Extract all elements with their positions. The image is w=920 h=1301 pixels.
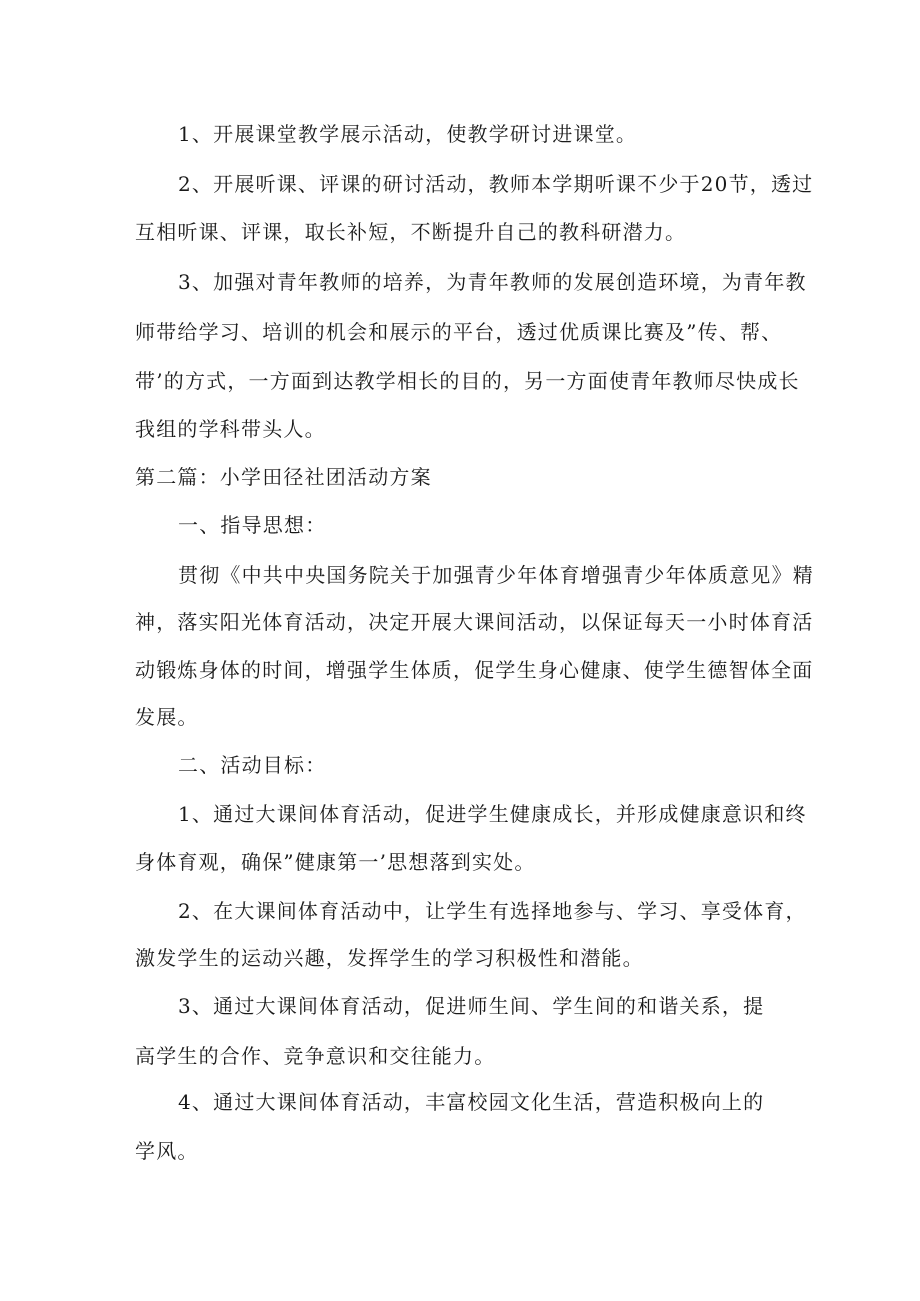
text-line: 师带给学习、培训的机会和展示的平台，透过优质课比赛及”传、帮、: [135, 320, 783, 344]
text-line: 1、开展课堂教学展示活动，使教学研讨进课堂。: [178, 122, 638, 146]
text-line: 激发学生的运动兴趣，发挥学生的学习积极性和潜能。: [135, 946, 644, 970]
text-line: 贯彻《中共中央国务院关于加强青少年体育增强青少年体质意见》精: [178, 563, 814, 587]
text-line: 发展。: [135, 705, 199, 729]
text-line: 身体育观，确保”健康第一’思想落到实处。: [135, 850, 536, 874]
text-line: 互相听课、评课，取长补短，不断提升自己的教科研潜力。: [135, 220, 687, 244]
text-line: 3、通过大课间体育活动，促进师生间、学生间的和谐关系，提: [178, 994, 765, 1018]
text-line: 带’的方式，一方面到达教学相长的目的，另一方面使青年教师尽快成长: [135, 369, 800, 393]
text-line: 学风。: [135, 1139, 199, 1163]
text-line: 高学生的合作、竞争意识和交往能力。: [135, 1044, 496, 1068]
text-line: 我组的学科带头人。: [135, 417, 326, 441]
text-line: 4、通过大课间体育活动，丰富校园文化生活，营造积极向上的: [178, 1090, 765, 1114]
subsection-heading: 一、指导思想：: [178, 513, 327, 537]
text-line: 1、通过大课间体育活动，促进学生健康成长，并形成健康意识和终: [178, 802, 807, 826]
section-heading: 第二篇：小学田径社团活动方案: [135, 465, 432, 489]
subsection-heading: 二、活动目标：: [178, 753, 327, 777]
text-line: 2、在大课间体育活动中，让学生有选择地参与、学习、享受体育，: [178, 899, 807, 923]
text-line: 动锻炼身体的时间，增强学生体质，促学生身心健康、使学生德智体全面: [135, 658, 814, 682]
text-line: 神，落实阳光体育活动，决定开展大课间活动，以保证每天一小时体育活: [135, 610, 814, 634]
text-line: 3、加强对青年教师的培养，为青年教师的发展创造环境，为青年教: [178, 270, 807, 294]
text-line: 2、开展听课、评课的研讨活动，教师本学期听课不少于20节，透过: [178, 172, 814, 196]
